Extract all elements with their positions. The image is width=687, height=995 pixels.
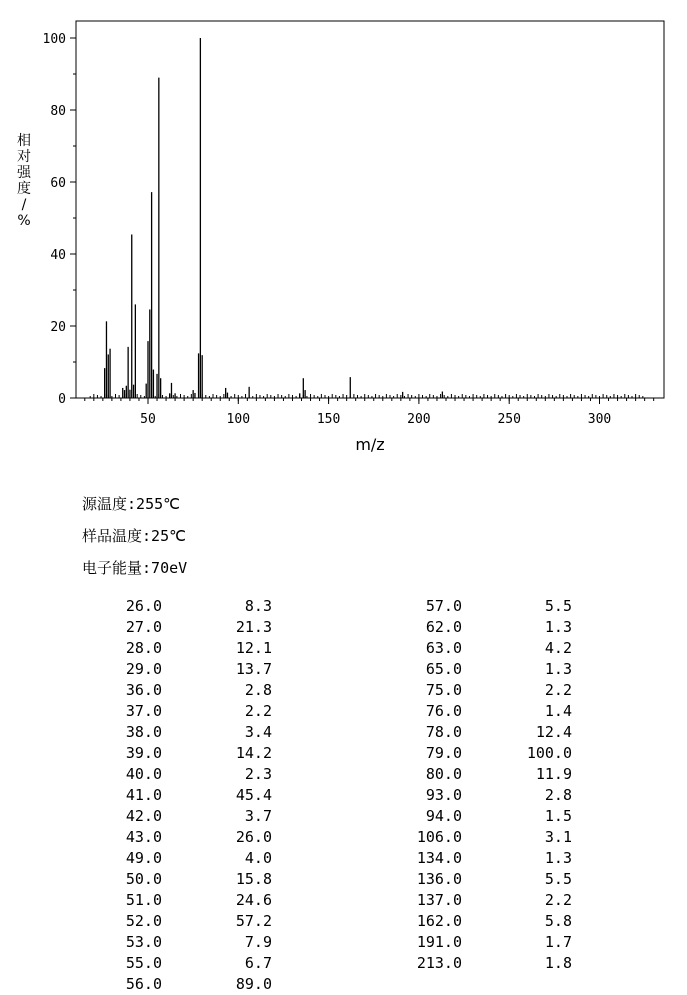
peak-table-row bbox=[100, 827, 272, 848]
mz-cell: 56.0 bbox=[125, 975, 162, 993]
condition-sample-temp bbox=[82, 526, 186, 546]
peak-table-row bbox=[100, 785, 272, 806]
baseline-noise bbox=[90, 394, 643, 398]
peak-table-row bbox=[400, 680, 572, 701]
mz-cell: 57.0 bbox=[425, 597, 462, 615]
condition-label: 样品温度 bbox=[82, 527, 143, 545]
intensity-cell: 2.3 bbox=[244, 765, 272, 783]
mz-cell: 41.0 bbox=[125, 786, 162, 804]
peak-table-row bbox=[400, 659, 572, 680]
mz-cell: 37.0 bbox=[125, 702, 162, 720]
peak-table-right bbox=[400, 596, 572, 974]
peak-table-row bbox=[100, 974, 272, 995]
x-tick-label: 300 bbox=[587, 412, 612, 427]
x-axis-label: m/z bbox=[355, 435, 385, 454]
peak-table-row bbox=[100, 869, 272, 890]
peak-table-row bbox=[400, 848, 572, 869]
mz-cell: 93.0 bbox=[425, 786, 462, 804]
intensity-cell: 14.2 bbox=[235, 744, 272, 762]
y-axis-label-char: 强 bbox=[17, 165, 31, 181]
peak-table-row bbox=[100, 953, 272, 974]
intensity-cell: 3.7 bbox=[244, 807, 272, 825]
mz-cell: 80.0 bbox=[425, 765, 462, 783]
peak-table-row bbox=[400, 743, 572, 764]
y-axis-label-char: 对 bbox=[17, 149, 31, 165]
mz-cell: 40.0 bbox=[125, 765, 162, 783]
intensity-cell: 1.7 bbox=[544, 933, 572, 951]
intensity-cell: 1.8 bbox=[544, 954, 572, 972]
peak-table-row bbox=[100, 848, 272, 869]
mz-cell: 63.0 bbox=[425, 639, 462, 657]
mz-cell: 52.0 bbox=[125, 912, 162, 930]
intensity-cell: 89.0 bbox=[235, 975, 272, 993]
intensity-cell: 8.3 bbox=[244, 597, 272, 615]
y-tick-label: 20 bbox=[50, 320, 66, 335]
condition-electron-energy bbox=[82, 558, 187, 578]
intensity-cell: 5.5 bbox=[544, 870, 572, 888]
peak-table-row bbox=[400, 701, 572, 722]
mz-cell: 162.0 bbox=[416, 912, 462, 930]
peak-table-row bbox=[100, 911, 272, 932]
mass-spectrum-chart bbox=[0, 0, 687, 470]
intensity-cell: 12.1 bbox=[235, 639, 272, 657]
peak-table-row bbox=[100, 764, 272, 785]
peak-table-row bbox=[100, 701, 272, 722]
mz-cell: 29.0 bbox=[125, 660, 162, 678]
intensity-cell: 2.2 bbox=[544, 681, 572, 699]
intensity-cell: 15.8 bbox=[235, 870, 272, 888]
y-axis-label-char: 度 bbox=[17, 181, 31, 197]
peak-table-row bbox=[100, 806, 272, 827]
peak-table-row bbox=[400, 953, 572, 974]
mz-cell: 28.0 bbox=[125, 639, 162, 657]
intensity-cell: 2.8 bbox=[244, 681, 272, 699]
y-tick-label: 40 bbox=[50, 248, 66, 263]
mz-cell: 79.0 bbox=[425, 744, 462, 762]
intensity-cell: 6.7 bbox=[244, 954, 272, 972]
plot-frame bbox=[76, 21, 664, 398]
intensity-cell: 2.8 bbox=[544, 786, 572, 804]
mz-cell: 106.0 bbox=[416, 828, 462, 846]
mz-cell: 213.0 bbox=[416, 954, 462, 972]
mz-cell: 94.0 bbox=[425, 807, 462, 825]
peak-table-row bbox=[100, 596, 272, 617]
intensity-cell: 2.2 bbox=[244, 702, 272, 720]
mz-cell: 38.0 bbox=[125, 723, 162, 741]
x-tick-label: 200 bbox=[407, 412, 431, 427]
mz-cell: 137.0 bbox=[416, 891, 462, 909]
x-tick-label: 50 bbox=[140, 412, 156, 427]
mz-cell: 134.0 bbox=[416, 849, 462, 867]
x-tick-label: 150 bbox=[316, 412, 341, 427]
svg-text:相对强度/% bbox=[17, 132, 32, 229]
intensity-cell: 26.0 bbox=[235, 828, 272, 846]
mz-cell: 42.0 bbox=[125, 807, 162, 825]
y-tick-label: 80 bbox=[50, 104, 66, 119]
y-axis-label-char: / bbox=[21, 197, 27, 213]
peak-table-row bbox=[400, 869, 572, 890]
mz-cell: 50.0 bbox=[125, 870, 162, 888]
y-axis-label-char: % bbox=[17, 213, 31, 229]
mz-cell: 191.0 bbox=[416, 933, 462, 951]
condition-label: 电子能量 bbox=[82, 559, 143, 577]
condition-value: :70eV bbox=[142, 559, 188, 577]
mz-cell: 49.0 bbox=[125, 849, 162, 867]
peak-table-row bbox=[100, 659, 272, 680]
x-tick-label: 250 bbox=[497, 412, 521, 427]
mz-cell: 62.0 bbox=[425, 618, 462, 636]
intensity-cell: 1.3 bbox=[544, 849, 572, 867]
condition-value: :25℃ bbox=[142, 527, 186, 545]
peak-table-row bbox=[400, 827, 572, 848]
y-axis-ticks bbox=[43, 32, 76, 407]
intensity-cell: 24.6 bbox=[235, 891, 272, 909]
peak-table-left bbox=[100, 596, 272, 995]
y-tick-label: 60 bbox=[50, 176, 66, 191]
peak-table-row bbox=[100, 722, 272, 743]
intensity-cell: 4.0 bbox=[244, 849, 272, 867]
condition-label: 源温度 bbox=[82, 495, 128, 513]
peak-bars bbox=[105, 38, 443, 398]
y-tick-label: 100 bbox=[42, 32, 66, 47]
peak-table-row bbox=[100, 617, 272, 638]
peak-table-row bbox=[400, 911, 572, 932]
intensity-cell: 1.5 bbox=[544, 807, 572, 825]
peak-table-row bbox=[400, 617, 572, 638]
mz-cell: 75.0 bbox=[425, 681, 462, 699]
peak-table-row bbox=[100, 743, 272, 764]
mz-cell: 51.0 bbox=[125, 891, 162, 909]
intensity-cell: 5.5 bbox=[544, 597, 572, 615]
intensity-cell: 2.2 bbox=[544, 891, 572, 909]
x-tick-label: 100 bbox=[226, 412, 251, 427]
peak-table-row bbox=[100, 638, 272, 659]
peak-table-row bbox=[400, 890, 572, 911]
peak-table-row bbox=[400, 785, 572, 806]
mz-cell: 26.0 bbox=[125, 597, 162, 615]
x-axis-ticks bbox=[140, 398, 611, 427]
peak-table-row bbox=[400, 764, 572, 785]
intensity-cell: 4.2 bbox=[544, 639, 572, 657]
intensity-cell: 3.4 bbox=[244, 723, 272, 741]
intensity-cell: 1.3 bbox=[544, 618, 572, 636]
intensity-cell: 7.9 bbox=[244, 933, 272, 951]
mz-cell: 53.0 bbox=[125, 933, 162, 951]
intensity-cell: 21.3 bbox=[235, 618, 272, 636]
peak-table-row bbox=[100, 932, 272, 953]
intensity-cell: 12.4 bbox=[535, 723, 572, 741]
intensity-cell: 1.4 bbox=[544, 702, 572, 720]
mz-cell: 76.0 bbox=[425, 702, 462, 720]
peak-table-row bbox=[100, 680, 272, 701]
y-tick-label: 0 bbox=[58, 392, 66, 407]
mz-cell: 27.0 bbox=[125, 618, 162, 636]
mz-cell: 39.0 bbox=[125, 744, 162, 762]
mz-cell: 36.0 bbox=[125, 681, 162, 699]
intensity-cell: 57.2 bbox=[235, 912, 272, 930]
mz-cell: 78.0 bbox=[425, 723, 462, 741]
peak-table-row bbox=[400, 638, 572, 659]
y-axis-label bbox=[17, 132, 32, 229]
intensity-cell: 13.7 bbox=[235, 660, 272, 678]
intensity-cell: 1.3 bbox=[544, 660, 572, 678]
mz-cell: 43.0 bbox=[125, 828, 162, 846]
peak-table-row bbox=[400, 722, 572, 743]
condition-source-temp bbox=[82, 494, 180, 514]
intensity-cell: 45.4 bbox=[235, 786, 272, 804]
peak-table-row bbox=[100, 890, 272, 911]
condition-value: :255℃ bbox=[127, 495, 180, 513]
intensity-cell: 11.9 bbox=[535, 765, 572, 783]
mz-cell: 55.0 bbox=[125, 954, 162, 972]
intensity-cell: 100.0 bbox=[526, 744, 572, 762]
mz-cell: 136.0 bbox=[416, 870, 462, 888]
y-axis-label-char: 相 bbox=[17, 133, 31, 149]
peak-table-row bbox=[400, 596, 572, 617]
peak-table-row bbox=[400, 932, 572, 953]
peak-table-row bbox=[400, 806, 572, 827]
mz-cell: 65.0 bbox=[425, 660, 462, 678]
intensity-cell: 3.1 bbox=[544, 828, 572, 846]
intensity-cell: 5.8 bbox=[544, 912, 572, 930]
